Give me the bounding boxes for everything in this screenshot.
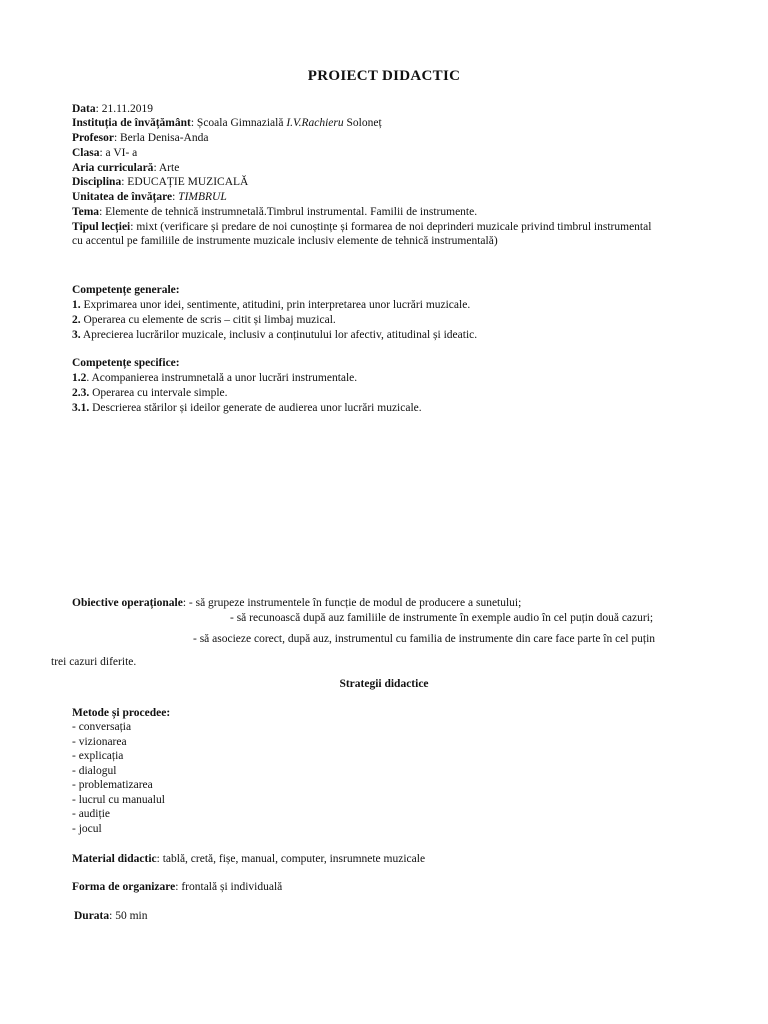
- objectives-line-1: [72, 596, 521, 610]
- discipline-value: : EDUCAȚIE MUZICALĂ: [121, 176, 249, 188]
- method-item: - jocul: [72, 823, 102, 835]
- curricular-area-label: Aria curriculară: [72, 162, 154, 174]
- organization-form-label: Forma de organizare: [72, 881, 176, 893]
- teacher-line: [72, 131, 208, 145]
- method-item: - audiție: [72, 808, 110, 820]
- date-label: Data: [72, 103, 96, 115]
- date-line: [72, 102, 153, 116]
- material-line: [72, 852, 425, 866]
- objectives-line-2: - să recunoască după auz familiile de instrumente în exemple audio în cel puțin două cazuri;: [230, 612, 654, 624]
- class-value: : a VI- a: [99, 147, 138, 159]
- item-text: Aprecierea lucrărilor muzicale, inclusiv a conținutului lor afectiv, atitudinal și ideatic.: [80, 329, 478, 341]
- specific-competence-item: [72, 386, 228, 400]
- curricular-area-line: [72, 161, 179, 175]
- topic-label: Tema: [72, 206, 100, 218]
- lesson-type-line: [72, 220, 651, 234]
- item-text: . Acompanierea instrumnetală a unor lucrări instrumentale.: [86, 372, 358, 384]
- learning-unit-line: [72, 190, 227, 204]
- class-label: Clasa: [72, 147, 100, 159]
- objectives-text-1: : - să grupeze instrumentele în funcție de modul de producere a sunetului;: [182, 597, 522, 609]
- organization-form-value: : frontală și individuală: [175, 881, 283, 893]
- item-text: Exprimarea unor idei, sentimente, atitudini, prin interpretarea unor lucrări muzicale.: [80, 299, 471, 311]
- lesson-type-value-1: : mixt (verificare și predare de noi cunoștințe și formarea de noi deprinderi muzicale privind timbrul instrumental: [130, 221, 652, 233]
- item-number: 1.2: [72, 372, 87, 384]
- lesson-type-line-2: cu accentul pe familiile de instrumente muzicale inclusiv elemente de tehnică instrumentală): [72, 235, 498, 247]
- institution-line: [72, 116, 382, 130]
- date-value: : 21.11.2019: [95, 103, 154, 115]
- specific-competences-heading: Competențe specifice:: [72, 357, 180, 369]
- objectives-label: Obiective operaționale: [72, 597, 183, 609]
- general-competence-item: [72, 328, 477, 342]
- institution-label: Instituția de învățământ: [72, 117, 191, 129]
- general-competence-item: [72, 313, 336, 327]
- item-number: 3.: [72, 329, 81, 341]
- organization-form-line: [72, 880, 282, 894]
- item-number: 3.1.: [72, 402, 90, 414]
- duration-label: Durata: [74, 910, 110, 922]
- method-item: - lucrul cu manualul: [72, 794, 165, 806]
- specific-competence-item: [72, 371, 357, 385]
- duration-line: [74, 909, 147, 923]
- method-item: - dialogul: [72, 765, 117, 777]
- method-item: - problematizarea: [72, 779, 153, 791]
- learning-unit-label: Unitatea de învățare: [72, 191, 173, 203]
- method-item: - vizionarea: [72, 736, 127, 748]
- specific-competence-item: [72, 401, 422, 415]
- material-value: : tablă, cretă, fișe, manual, computer, insrumnete muzicale: [156, 853, 426, 865]
- method-item: - conversația: [72, 721, 132, 733]
- objectives-line-3: - să asocieze corect, după auz, instrumentul cu familia de instrumente din care face parte în cel puțin: [193, 633, 656, 645]
- item-number: 1.: [72, 299, 81, 311]
- institution-name-italic: I.V.Rachieru: [286, 117, 344, 129]
- general-competence-item: [72, 298, 470, 312]
- teacher-label: Profesor: [72, 132, 114, 144]
- objectives-line-4: trei cazuri diferite.: [51, 656, 137, 668]
- general-competences-heading: Competențe generale:: [72, 284, 180, 296]
- teacher-value: : Berla Denisa-Anda: [113, 132, 209, 144]
- method-item: - explicația: [72, 750, 124, 762]
- lesson-type-label: Tipul lecției: [72, 221, 131, 233]
- item-text: Operarea cu intervale simple.: [89, 387, 228, 399]
- topic-value: : Elemente de tehnică instrumnetală.Timbrul instrumental. Familii de instrumente.: [99, 206, 478, 218]
- discipline-label: Disciplina: [72, 176, 122, 188]
- methods-heading: Metode și procedee:: [72, 707, 171, 719]
- discipline-line: [72, 175, 248, 189]
- curricular-area-value: : Arte: [153, 162, 180, 174]
- item-text: Operarea cu elemente de scris – citit și limbaj muzical.: [80, 314, 336, 326]
- item-text: Descrierea stărilor și ideilor generate de audierea unor lucrări muzicale.: [89, 402, 422, 414]
- topic-line: [72, 205, 477, 219]
- institution-suffix: Soloneț: [343, 117, 382, 129]
- learning-unit-sep: :: [172, 191, 179, 203]
- learning-unit-value: TIMBRUL: [178, 191, 227, 203]
- item-number: 2.: [72, 314, 81, 326]
- item-number: 2.3.: [72, 387, 90, 399]
- institution-prefix: : Școala Gimnazială: [190, 117, 287, 129]
- class-line: [72, 146, 137, 160]
- document-title: PROIECT DIDACTIC: [307, 68, 461, 84]
- strategies-heading: Strategii didactice: [339, 678, 429, 690]
- duration-value: : 50 min: [109, 910, 148, 922]
- material-label: Material didactic: [72, 853, 157, 865]
